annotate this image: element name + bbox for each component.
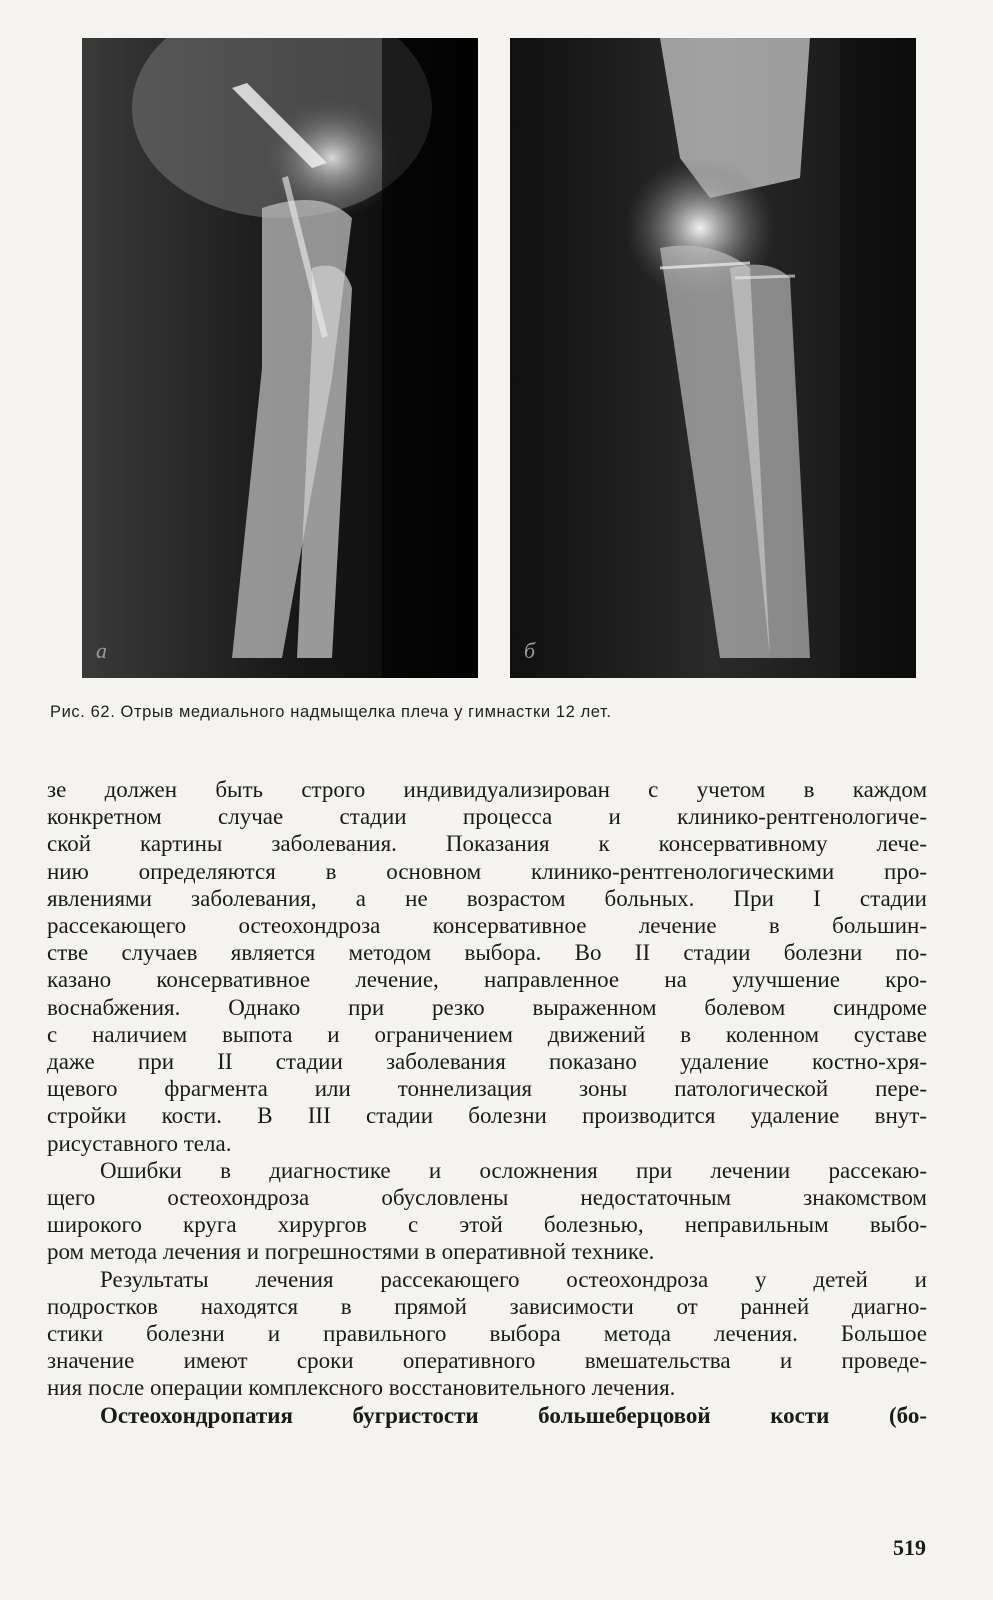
text-line: воснабжения. Однако при резко выраженном болевом синдроме	[47, 994, 927, 1020]
text-line: конкретном случае стадии процесса и клинико-рентгенологиче-	[47, 804, 927, 830]
text-line: Ошибки в диагностике и осложнения при лечении рассекаю-	[100, 1157, 927, 1183]
text-line: ния после операции комплексного восстановительного лечения.	[47, 1375, 676, 1401]
xray-image-b	[510, 38, 916, 678]
text-line: подростков находятся в прямой зависимости от ранней диагно-	[47, 1293, 927, 1319]
xray-a-drawing	[82, 38, 478, 678]
text-line: стве случаев является методом выбора. Во II стадии болезни по-	[47, 940, 927, 966]
section-heading	[47, 1402, 927, 1429]
text-line: стики болезни и правильного выбора метода лечения. Большое	[47, 1321, 927, 1347]
paragraph-2	[47, 1157, 927, 1266]
text-line: нию определяются в основном клинико-рентгенологическими про-	[47, 858, 927, 884]
text-line: рассекающего остеохондроза консервативное лечение в большин-	[47, 913, 927, 939]
panel-label-a: а	[96, 638, 107, 663]
paragraph-1	[47, 776, 927, 1157]
figure-caption: Рис. 62. Отрыв медиального надмыщелка плеча у гимнастки 12 лет.	[50, 703, 612, 721]
text-line: рисуставного тела.	[47, 1130, 232, 1156]
text-line: ром метода лечения и погрешностями в оперативной технике.	[47, 1239, 655, 1265]
text-line: с наличием выпота и ограничением движений в коленном суставе	[47, 1021, 927, 1047]
paragraph-3	[47, 1266, 927, 1402]
page-number: 519	[893, 1535, 926, 1560]
xray-image-a	[82, 38, 478, 678]
text-line: зе должен быть строго индивидуализирован с учетом в каждом	[47, 777, 927, 802]
body-text	[47, 776, 927, 1429]
text-line: казано консервативное лечение, направленное на улучшение кро-	[47, 967, 927, 993]
text-line: значение имеют сроки оперативного вмешательства и проведе-	[47, 1348, 927, 1374]
text-line: щевого фрагмента или тоннелизация зоны патологической пере-	[47, 1076, 927, 1102]
text-line: даже при II стадии заболевания показано удаление костно-хря-	[47, 1049, 927, 1075]
panel-label-b: б	[524, 638, 536, 663]
text-line: ской картины заболевания. Показания к консервативному лече-	[47, 831, 927, 857]
text-line: широкого круга хирургов с этой болезнью, неправильным выбо-	[47, 1212, 927, 1238]
text-line: стройки кости. В III стадии болезни производится удаление внут-	[47, 1103, 927, 1129]
xray-b-drawing	[510, 38, 916, 678]
text-line: явлениями заболевания, а не возрастом больных. При I стадии	[47, 885, 927, 911]
text-line: Результаты лечения рассекающего остеохондроза у детей и	[100, 1266, 927, 1292]
heading-line: Остеохондропатия бугристости большеберцовой кости (бо-	[100, 1402, 927, 1428]
figure-62	[78, 38, 916, 678]
text-line: щего остеохондроза обусловлены недостаточным знакомством	[47, 1185, 927, 1211]
